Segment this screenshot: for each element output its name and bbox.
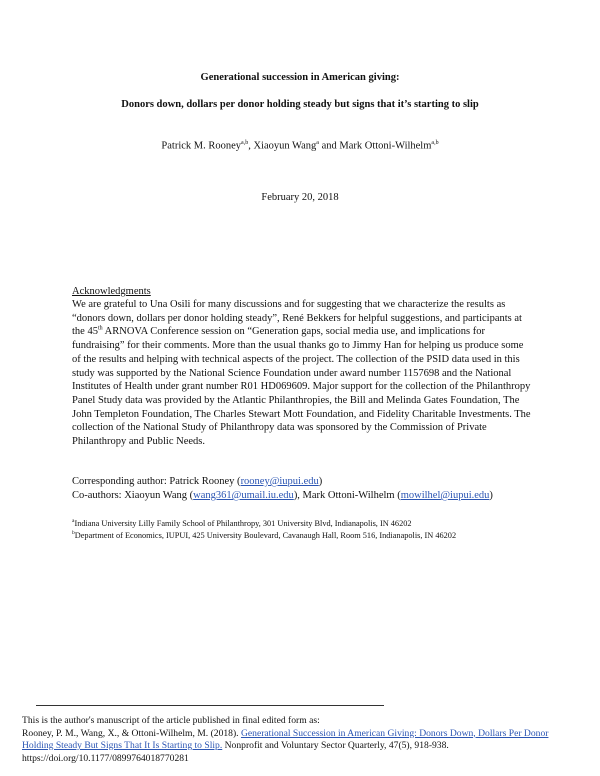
citation-title-link[interactable]: Generational Succession in American Giving: Donors Down, Dollars Per Donor Holding Steady But Signs That It Is Starting to Slip. bbox=[22, 727, 549, 751]
manuscript-date: February 20, 2018 bbox=[261, 192, 339, 203]
affiliation-mark: b bbox=[72, 530, 75, 536]
citation-journal: Nonprofit and Voluntary Sector Quarterly, 47(5), 918-938. bbox=[222, 740, 449, 751]
affiliation-text: Department of Economics, IUPUI, 425 University Boulevard, Cavanaugh Hall, Room 516, Indianapolis, IN 46202 bbox=[74, 530, 457, 540]
acknowledgments-text: We are grateful to Una Osili for many discussions and for suggesting that we characterize the results as “donors down, dollars per donor holding steady”, René Bekkers for helpful suggestions, and participants at the 45 bbox=[72, 299, 522, 338]
acknowledgments-heading: Acknowledgments bbox=[72, 286, 151, 297]
paren-close: ) bbox=[489, 490, 493, 501]
footnote-intro: This is the author's manuscript of the article published in final edited form as: bbox=[22, 715, 320, 726]
footnote-divider bbox=[36, 705, 384, 706]
title-line-1: Generational succession in American giving: bbox=[200, 72, 400, 83]
corresponding-email-link[interactable]: rooney@iupui.edu bbox=[240, 476, 319, 487]
author-separator: and bbox=[318, 140, 340, 152]
corresponding-label: Corresponding author: Patrick Rooney ( bbox=[72, 476, 241, 487]
citation-authors: Rooney, P. M., Wang, X., & Ottoni-Wilhelm, M. (2018). bbox=[22, 727, 241, 739]
affiliation-a bbox=[72, 516, 412, 529]
author-affiliation-mark: a,b bbox=[431, 140, 439, 146]
title-line-2: Donors down, dollars per donor holding steady but signs that it’s starting to slip bbox=[121, 99, 479, 110]
author-separator: , bbox=[248, 140, 254, 152]
ordinal-suffix: th bbox=[97, 325, 103, 332]
coauthor-email-link[interactable]: mowilhel@iupui.edu bbox=[400, 490, 490, 501]
author-name: Mark Ottoni-Wilhelm bbox=[339, 140, 432, 152]
acknowledgments-body bbox=[72, 298, 532, 449]
coauthors-label: Co-authors: Xiaoyun Wang ( bbox=[72, 490, 194, 501]
corresponding-author bbox=[72, 475, 322, 488]
coauthors bbox=[72, 489, 493, 502]
author-list bbox=[0, 140, 600, 152]
affiliation-text: Indiana University Lilly Family School of Philanthropy, 301 University Blvd, Indianapolis, IN 46202 bbox=[74, 518, 412, 528]
affiliation-b bbox=[72, 528, 456, 541]
paren-close: ) bbox=[318, 476, 323, 487]
author-affiliation-mark: a bbox=[316, 140, 319, 146]
author-affiliation-mark: a,b bbox=[241, 140, 249, 146]
author-name: Xiaoyun Wang bbox=[253, 140, 317, 152]
coauthors-separator: ), Mark Ottoni-Wilhelm ( bbox=[293, 490, 401, 501]
coauthor-email-link[interactable]: wang361@umail.iu.edu bbox=[193, 490, 294, 501]
acknowledgments-text: ARNOVA Conference session on “Generation gaps, social media use, and implications for fundraising” for their comments. More than the usual thanks go to Jimmy Han for helping us produce some of the results and helping with technical aspects of the project. The collection of the PSID data used in this study was supported by the National Science Foundation under award number 1157698 and the National Institutes of Health under grant number R01 HD069609. Major support for the collection of the Philanthropy Panel Study data was provided by the Atlantic Philanthropies, the Bill and Melinda Gates Foundation, The John Templeton Foundation, The Charles Stewart Mott Foundation, and Fidelity Charitable Investments. The collection of the National Study of Philanthropy data was sponsored by the Commission of Private Philanthropy and Public Needs. bbox=[72, 326, 531, 448]
author-name: Patrick M. Rooney bbox=[161, 140, 242, 152]
affiliation-mark: a bbox=[72, 518, 75, 524]
doi-link[interactable]: https://doi.org/10.1177/0899764018770281 bbox=[22, 752, 189, 764]
footnote bbox=[22, 715, 582, 765]
